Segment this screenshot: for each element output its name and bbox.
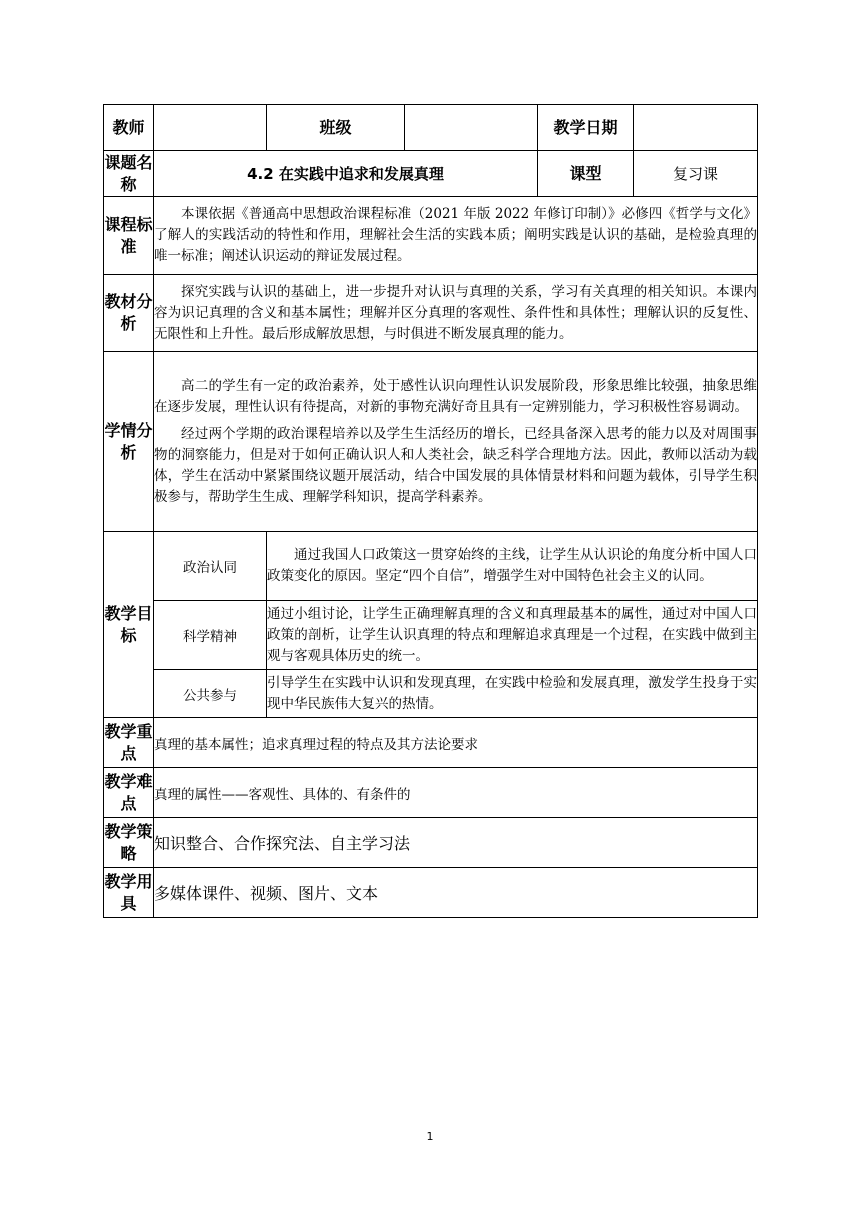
tools-row	[104, 868, 758, 918]
goal-row-1	[104, 532, 758, 601]
students-paragraph-1: 高二的学生有一定的政治素养，处于感性认识向理性认识发展阶段，形象思维比较强，抽象思维在逐步发展，理性认识有待提高，对新的事物充满好奇且具有一定辨别能力，学习积极性容易调动。	[154, 377, 757, 415]
goal-text: 通过我国人口政策这一贯穿始终的主线，让学生从认识论的角度分析中国人口政策变化的原因。坚定“四个自信”，增强学生对中国特色社会主义的认同。	[267, 532, 758, 601]
class-label: 班级	[267, 105, 405, 151]
teacher-label: 教师	[104, 105, 154, 151]
difficulties-text: 真理的属性——客观性、具体的、有条件的	[154, 768, 758, 818]
material-cell	[154, 275, 758, 352]
material-text: 探究实践与认识的基础上，进一步提升对认识与真理的关系，学习有关真理的相关知识。本课内容为识记真理的含义和基本属性；理解并区分真理的客观性、条件性和具体性；理解认识的反复性、无限性和上升性。最后形成解放思想，与时俱进不断发展真理的能力。	[154, 283, 757, 342]
key-points-label: 教学重点	[104, 718, 154, 768]
topic-title: 4.2 在实践中追求和发展真理	[154, 151, 538, 197]
goal-row-2	[104, 601, 758, 670]
key-points-row	[104, 718, 758, 768]
goal-name: 公共参与	[154, 670, 267, 718]
strategy-row	[104, 818, 758, 868]
goal-name: 政治认同	[154, 532, 267, 601]
lesson-type-label: 课型	[538, 151, 634, 197]
students-label: 学情分析	[104, 352, 154, 532]
material-row	[104, 275, 758, 352]
goals-label: 教学目标	[104, 532, 154, 718]
students-paragraph-2: 经过两个学期的政治课程培养以及学生生活经历的增长，已经具备深入思考的能力以及对周围事物的洞察能力，但是对于如何正确认识人和人类社会，缺乏科学合理地方法。因此，教师以活动为载体，学生在活动中紧紧围绕议题开展活动，结合中国发展的具体情景材料和问题为载体，引导学生积极参与，帮助学生生成、理解学科知识，提高学科素养。	[154, 425, 757, 505]
goal-text: 引导学生在实践中认识和发现真理，在实践中检验和发展真理，激发学生投身于实现中华民族伟大复兴的热情。	[267, 670, 758, 718]
standard-text: 本课依据《普通高中思想政治课程标准（2021 年版 2022 年修订印制）》必修四《哲学与文化》了解人的实践活动的特性和作用，理解社会生活的实践本质；阐明实践是认识的基础，是检验真理的唯一标准；阐述认识运动的辩证发展过程。	[154, 206, 757, 264]
header-row	[104, 105, 758, 151]
lesson-plan-table	[103, 104, 758, 918]
page-number: 1	[426, 1130, 434, 1143]
tools-text: 多媒体课件、视频、图片、文本	[154, 868, 758, 918]
standard-label: 课程标准	[104, 197, 154, 275]
strategy-text: 知识整合、合作探究法、自主学习法	[154, 818, 758, 868]
students-cell	[154, 352, 758, 532]
teacher-value	[154, 105, 267, 151]
key-points-text: 真理的基本属性；追求真理过程的特点及其方法论要求	[154, 718, 758, 768]
strategy-label: 教学策略	[104, 818, 154, 868]
tools-label: 教学用具	[104, 868, 154, 918]
goal-row-3	[104, 670, 758, 718]
date-label: 教学日期	[538, 105, 634, 151]
date-value	[634, 105, 758, 151]
goal-name: 科学精神	[154, 601, 267, 670]
lesson-type-value: 复习课	[634, 151, 758, 197]
material-label: 教材分析	[104, 275, 154, 352]
goal-text: 通过小组讨论，让学生正确理解真理的含义和真理最基本的属性，通过对中国人口政策的剖析，让学生认识真理的特点和理解追求真理是一个过程，在实践中做到主观与客观具体历史的统一。	[267, 601, 758, 670]
class-value	[405, 105, 538, 151]
standard-cell	[154, 197, 758, 275]
topic-row	[104, 151, 758, 197]
difficulties-label: 教学难点	[104, 768, 154, 818]
difficulties-row	[104, 768, 758, 818]
standard-row	[104, 197, 758, 275]
students-row	[104, 352, 758, 532]
topic-label: 课题名称	[104, 151, 154, 197]
